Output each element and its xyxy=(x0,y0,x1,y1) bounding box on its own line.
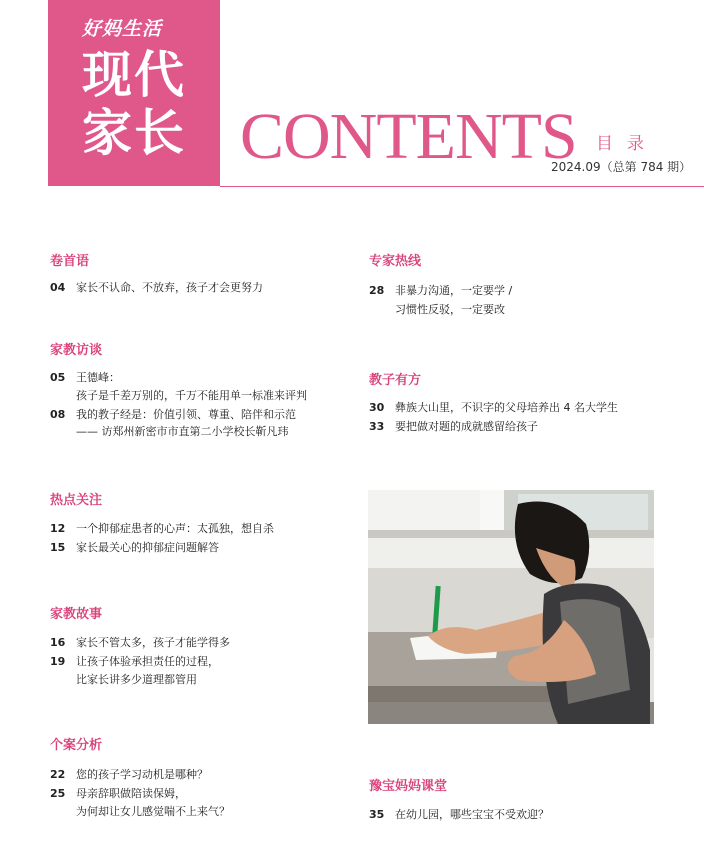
issue-number: 2024.09（总第 784 期） xyxy=(551,160,692,174)
page-number: 22 xyxy=(50,768,66,781)
section-title: 家教故事 xyxy=(50,607,103,622)
page-number: 04 xyxy=(50,281,66,294)
article-subtitle: 比家长讲多少道理都管用 xyxy=(76,673,197,686)
toc-item[interactable] xyxy=(369,283,512,317)
article-title: 让孩子体验承担责任的过程， xyxy=(76,655,219,668)
section-title: 热点关注 xyxy=(50,493,103,508)
toc-item[interactable] xyxy=(50,407,296,439)
section-title: 个案分析 xyxy=(50,738,103,753)
page-number: 35 xyxy=(369,808,385,821)
toc-item[interactable] xyxy=(50,280,263,295)
article-title: 您的孩子学习动机是哪种？ xyxy=(76,768,208,781)
page-number: 19 xyxy=(50,655,66,668)
article-title: 我的教子经是：价值引领、尊重、陪伴和示范 xyxy=(76,408,296,421)
toc-item[interactable] xyxy=(369,807,549,822)
toc-item[interactable] xyxy=(50,767,208,782)
header-divider xyxy=(220,186,704,187)
magazine-name-line2: 家长 xyxy=(82,104,186,162)
magazine-name-line1: 现代 xyxy=(82,46,186,104)
contents-heading: CONTENTS xyxy=(240,100,577,173)
section-title: 卷首语 xyxy=(50,254,90,269)
article-subtitle: —— 访郑州新密市市直第二小学校长靳凡玮 xyxy=(76,425,289,438)
page-number: 25 xyxy=(50,787,66,800)
toc-item[interactable] xyxy=(50,370,307,403)
magazine-name xyxy=(82,46,186,162)
toc-item[interactable] xyxy=(50,521,274,536)
article-subtitle: 为何却让女儿感觉喘不上来气？ xyxy=(76,805,230,818)
page-number: 16 xyxy=(50,636,66,649)
article-title: 母亲辞职做陪读保姆， xyxy=(76,787,186,800)
mulu-heading: 目录 xyxy=(596,134,658,154)
toc-item[interactable] xyxy=(369,400,618,415)
page-number: 28 xyxy=(369,284,385,297)
boy-writing-photo xyxy=(368,490,654,724)
page-number: 08 xyxy=(50,408,66,421)
toc-item[interactable] xyxy=(50,540,219,555)
toc-item[interactable] xyxy=(369,419,538,434)
article-title: 要把做对题的成就感留给孩子 xyxy=(395,420,538,433)
toc-item[interactable] xyxy=(50,635,230,650)
toc-item[interactable] xyxy=(50,654,219,687)
article-title: 家长不认命、不放弃，孩子才会更努力 xyxy=(76,281,263,294)
article-subtitle: 孩子是千差万别的，千万不能用单一标准来评判 xyxy=(76,389,307,402)
magazine-logo xyxy=(48,0,220,186)
article-title: 在幼儿园，哪些宝宝不受欢迎？ xyxy=(395,808,549,821)
article-title: 家长不管太多，孩子才能学得多 xyxy=(76,636,230,649)
article-title: 一个抑郁症患者的心声：太孤独，想自杀 xyxy=(76,522,274,535)
section-title: 专家热线 xyxy=(369,254,422,269)
page-number: 30 xyxy=(369,401,385,414)
article-title: 家长最关心的抑郁症问题解答 xyxy=(76,541,219,554)
article-title: 彝族大山里，不识字的父母培养出 4 名大学生 xyxy=(395,401,618,414)
section-title: 豫宝妈妈课堂 xyxy=(369,779,448,794)
article-subtitle: 习惯性反驳，一定要改 xyxy=(395,303,505,316)
page-number: 05 xyxy=(50,371,66,384)
page-number: 33 xyxy=(369,420,385,433)
article-title: 王德峰： xyxy=(76,371,120,384)
section-title: 家教访谈 xyxy=(50,343,103,358)
photo-illustration xyxy=(368,490,654,724)
page-number: 15 xyxy=(50,541,66,554)
page-number: 12 xyxy=(50,522,66,535)
article-title: 非暴力沟通，一定要学 / xyxy=(395,284,513,297)
toc-item[interactable] xyxy=(50,786,230,819)
brand-mark: 好妈生活 xyxy=(82,18,163,40)
section-title: 教子有方 xyxy=(369,373,422,388)
